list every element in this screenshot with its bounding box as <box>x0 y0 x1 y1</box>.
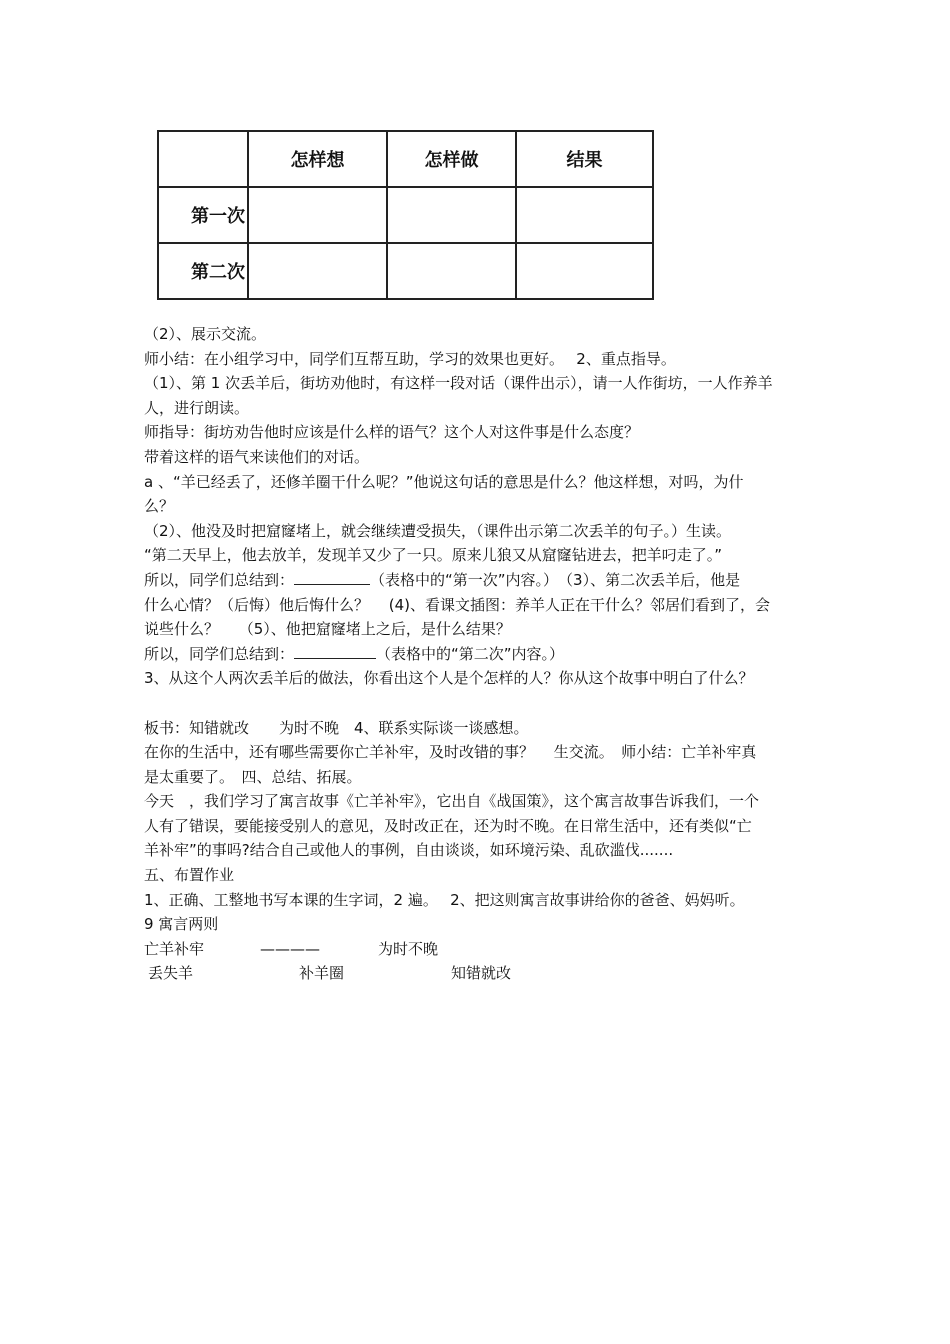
analysis-table <box>157 130 654 300</box>
table-cell <box>248 187 387 243</box>
text-line: 是太重要了。 四、总结、拓展。 <box>144 767 362 786</box>
text-line: 带着这样的语气来读他们的对话。 <box>144 447 370 466</box>
board-item: 亡羊补牢 <box>144 939 205 958</box>
board-item: 丢失羊 <box>148 964 194 983</box>
table-cell <box>248 243 387 299</box>
text-line: 9 寓言两则 <box>144 915 219 934</box>
text-segment: （表格中的“第一次”内容。） （3）、第二次丢羊后，他是 <box>370 570 741 589</box>
text-segment: （表格中的“第二次”内容。） <box>376 644 565 663</box>
text-line: （2）、展示交流。 <box>144 325 267 343</box>
board-item: 为时不晚 <box>378 939 439 958</box>
text-segment: 所以，同学们总结到： <box>144 644 295 663</box>
table-header-cell: 怎样想 <box>248 131 387 187</box>
text-line: 师小结：在小组学习中，同学们互帮互助，学习的效果也更好。 2、重点指导。 <box>144 349 676 368</box>
row-label: 第一次 <box>158 187 248 243</box>
table-cell <box>387 187 516 243</box>
table-header-cell <box>158 131 248 187</box>
row-label: 第二次 <box>158 243 248 299</box>
blank-line <box>144 691 834 716</box>
text-line: 什么心情？（后悔）他后悔什么？ (4)、看课文插图：养羊人正在干什么？邻居们看到了，会 <box>144 595 771 614</box>
text-line: （2）、他没及时把窟窿堵上，就会继续遭受损失，（课件出示第二次丢羊的句子。）生读。 <box>144 521 732 540</box>
table-cell <box>387 243 516 299</box>
text-line: 3、从这个人两次丢羊后的做法，你看出这个人是个怎样的人？你从这个故事中明白了什么？ <box>144 669 754 688</box>
table-row <box>158 243 653 299</box>
text-line: 在你的生活中，还有哪些需要你亡羊补牢，及时改错的事？ 生交流。 师小结：亡羊补牢真 <box>144 743 757 762</box>
board-dash: ———— <box>260 939 320 958</box>
text-line: 1、正确、工整地书写本课的生字词，2 遍。 2、把这则寓言故事讲给你的爸爸、妈妈听。 <box>144 890 745 909</box>
text-line: 板书：知错就改 为时不晚 4、联系实际谈一谈感想。 <box>144 718 529 737</box>
text-segment: 所以，同学们总结到： <box>144 570 295 589</box>
fill-in-blank <box>294 643 376 659</box>
blackboard-summary <box>144 937 834 986</box>
text-line <box>144 568 834 593</box>
text-line: 么？ <box>144 497 175 516</box>
text-line: “第二天早上，他去放羊，发现羊又少了一只。原来儿狼又从窟窿钻进去，把羊叼走了。” <box>144 546 723 565</box>
text-line: 人有了错误，要能接受别人的意见，及时改正在，还为时不晚。在日常生活中，还有类似“亡 <box>144 816 752 835</box>
fill-in-blank <box>294 569 370 585</box>
table-row <box>158 187 653 243</box>
text-line: a 、“羊已经丢了，还修羊圈干什么呢？”他说这句话的意思是什么？他这样想，对吗，为什 <box>144 472 744 491</box>
text-line: 羊补牢”的事吗?结合自己或他人的事例，自由谈谈，如环境污染、乱砍滥伐....... <box>144 841 674 860</box>
text-line: 说些什么？ （5）、他把窟窿堵上之后，是什么结果？ <box>144 620 511 639</box>
table-cell <box>516 243 653 299</box>
text-line <box>144 642 834 667</box>
table-header-row <box>158 131 653 187</box>
table-header-cell: 结果 <box>516 131 653 187</box>
text-line: （1）、第 1 次丢羊后，街坊劝他时，有这样一段对话（课件出示），请一人作街坊，一人作养羊 <box>144 374 773 393</box>
text-line: 五、布置作业 <box>144 866 235 885</box>
lesson-text <box>144 322 834 986</box>
board-item: 补羊圈 <box>299 964 345 983</box>
text-line: 人，进行朗读。 <box>144 398 250 417</box>
board-item: 知错就改 <box>451 964 512 983</box>
text-line: 今天 ，我们学习了寓言故事《亡羊补牢》，它出自《战国策》，这个寓言故事告诉我们，一个 <box>144 792 760 811</box>
table-header-cell: 怎样做 <box>387 131 516 187</box>
table-cell <box>516 187 653 243</box>
text-line: 师指导：街坊劝告他时应该是什么样的语气？这个人对这件事是什么态度？ <box>144 423 640 442</box>
